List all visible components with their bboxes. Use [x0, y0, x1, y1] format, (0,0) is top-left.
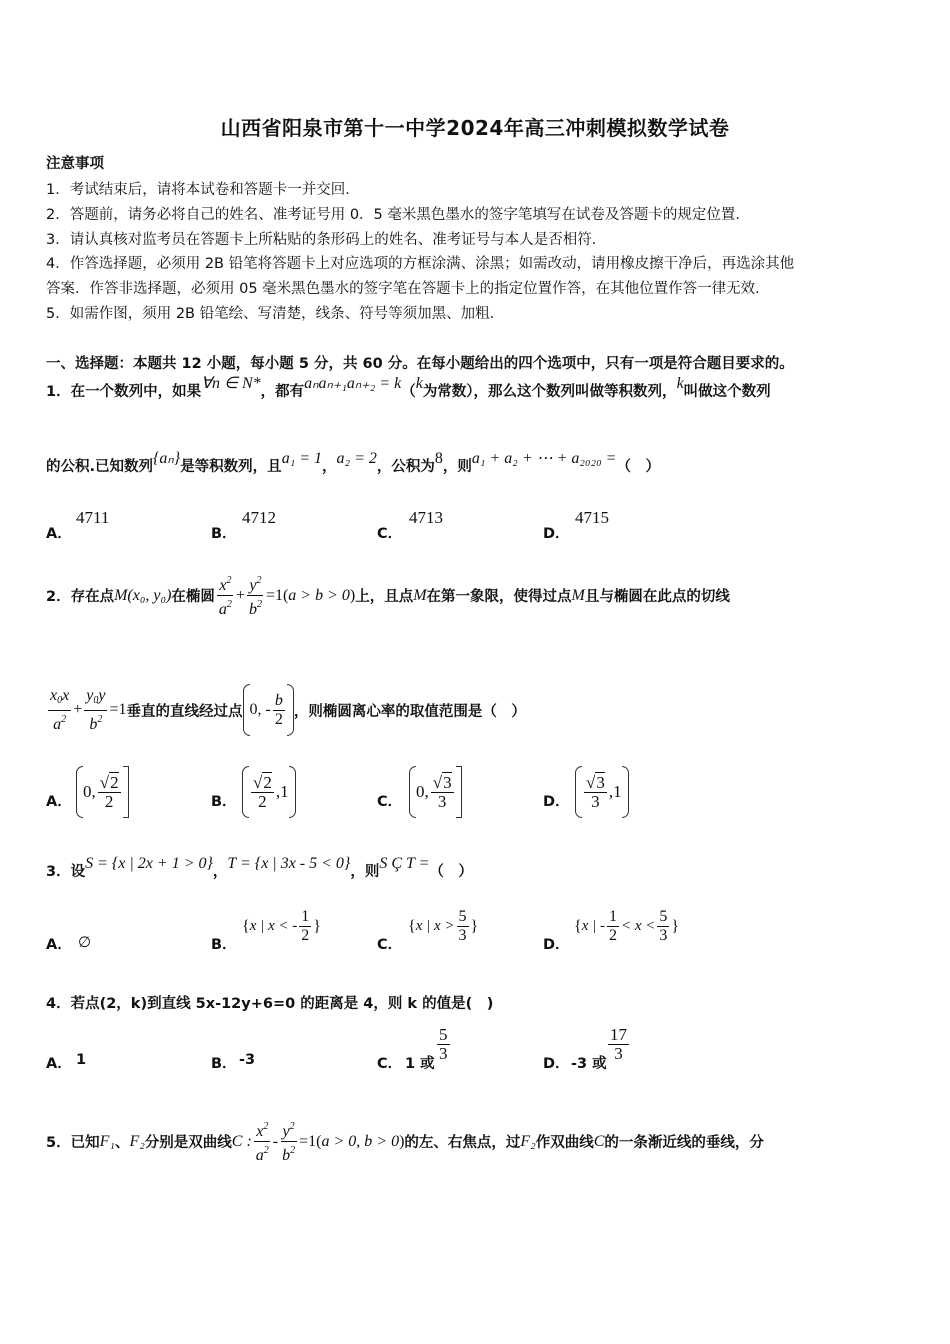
- q2-option-a-value: 0, $\frac{√2}{2}$: [76, 766, 129, 818]
- question-5-line-1: [46, 1118, 764, 1165]
- q3-text-b: ，: [212, 864, 228, 880]
- q3-option-b-value: { x | x < - $\frac{1}{2}$ }: [242, 908, 321, 944]
- question-2-line-2: [46, 684, 526, 736]
- q3-math-intersect: S Ç T =: [379, 855, 430, 872]
- q2-math-m: M: [413, 586, 427, 604]
- q2-text-e: 且与椭圆在此点的切线: [584, 589, 730, 605]
- q2-text-d: 在第一象限，使得过点: [426, 589, 572, 605]
- q2-text-a: 2．存在点: [46, 589, 115, 605]
- q5-text-e: 作双曲线: [535, 1135, 594, 1151]
- q5-math-f2: F₂: [129, 1132, 145, 1150]
- page-title: 山西省阳泉市第十一中学2024年高三冲刺模拟数学试卷: [220, 116, 730, 140]
- q5-math-c: C: [593, 1132, 605, 1150]
- q1-option-b-value: 4712: [242, 508, 276, 527]
- q1-text-d: 为常数），那么这个数列叫做等积数列，: [422, 384, 677, 400]
- q5-math-hyperbola: C : $\frac{x^2}{a^2}$ - $\frac{y^2}{b^2}$ =1( a > 0, b > 0 ): [232, 1118, 405, 1165]
- notice-heading: 注意事项: [46, 156, 104, 172]
- q2-math-ellipse: $\frac{x^2}{a^2}$ + $\frac{y^2}{b^2}$ =1( a > b > 0 ): [215, 572, 355, 619]
- q3-math-s: S = {x | 2x + 1 > 0}: [85, 855, 213, 872]
- q1-math-forall: ∀n ∈ N*: [201, 375, 261, 392]
- question-2-line-1: [46, 572, 730, 619]
- q4-option-d-fraction: $\frac{17}{3}$: [610, 1025, 627, 1063]
- notice-item-2: 2．答题前，请务必将自己的姓名、准考证号用 0．5 毫米黑色墨水的签字笔填写在试卷及答题卡的规定位置．: [46, 207, 750, 223]
- q4-option-d-label: D．: [543, 1056, 570, 1072]
- q1-text-a: 1．在一个数列中，如果: [46, 384, 202, 400]
- q1-option-a-label: A．: [46, 526, 72, 542]
- q1-text-g: 是等积数列，且: [180, 459, 282, 475]
- q1-option-b-label: B．: [211, 526, 237, 542]
- q1-math-a2: a₂ = 2: [336, 450, 377, 467]
- q2-option-b-value: $\frac{√2}{2}$ ,1: [242, 766, 296, 818]
- q4-option-c-value: 1 或: [405, 1056, 435, 1072]
- q2-text-b: 在椭圆: [171, 589, 215, 605]
- q2-text-f: 垂直的直线经过点: [126, 703, 243, 720]
- q1-option-c-value: 4713: [409, 508, 443, 527]
- q5-math-f1: F₁: [99, 1132, 115, 1150]
- notice-item-4: 4．作答选择题，必须用 2B 铅笔将答题卡上对应选项的方框涂满、涂黑；如需改动，请用橡皮擦干净后，再选涂其他: [46, 256, 795, 272]
- q2-option-b-label: B．: [211, 794, 237, 810]
- q4-option-a-value: 1: [76, 1052, 87, 1068]
- section-heading: 一、选择题：本题共 12 小题，每小题 5 分，共 60 分。在每小题给出的四个选项中，只有一项是符合题目要求的。: [46, 356, 794, 372]
- q1-text-f: 的公积.已知数列: [46, 459, 154, 475]
- q1-math-a1: a₁ = 1: [281, 450, 323, 467]
- question-4-stem: 4．若点(2，k)到直线 5x-12y+6=0 的距离是 4，则 k 的值是( ): [46, 996, 494, 1012]
- q5-text-c: 分别是双曲线: [144, 1135, 232, 1151]
- q2-option-d-value: $\frac{√3}{3}$ ,1: [575, 766, 629, 818]
- q1-math-8: 8: [434, 450, 443, 467]
- q2-option-c-value: 0, $\frac{√3}{3}$: [409, 766, 462, 818]
- q1-text-i: ，公积为: [376, 459, 435, 475]
- q1-option-d-label: D．: [543, 526, 570, 542]
- q2-text-g: ，则椭圆离心率的取值范围是（ ）: [293, 703, 526, 720]
- q5-text-b: 、: [114, 1135, 130, 1151]
- q3-option-c-label: C．: [377, 937, 403, 953]
- q3-text-a: 3．设: [46, 864, 86, 880]
- q3-math-t: T = {x | 3x - 5 < 0}: [227, 855, 351, 872]
- q5-text-d: 的左、右焦点，过: [404, 1135, 521, 1151]
- q4-option-a-label: A．: [46, 1056, 72, 1072]
- q3-option-b-label: B．: [211, 937, 237, 953]
- q4-option-d-value: -3 或: [571, 1056, 607, 1072]
- q4-option-b-value: -3: [239, 1052, 256, 1068]
- q1-text-j: ，则: [442, 459, 472, 475]
- q1-text-h: ，: [322, 459, 337, 475]
- q3-option-c-value: { x | x > $\frac{5}{3}$ }: [408, 908, 479, 944]
- q3-option-d-value: { x | - $\frac{1}{2}$ < x < $\frac{5}{3}$ }: [574, 908, 680, 944]
- q5-math-f2b: F₂: [520, 1132, 536, 1150]
- notice-item-1: 1．考试结束后，请将本试卷和答题卡一并交回．: [46, 182, 360, 198]
- q2-math-point2: 0, - $\frac{b}{2}$: [243, 684, 294, 736]
- q1-text-e: 叫做这个数列: [683, 384, 771, 400]
- q2-option-a-label: A．: [46, 794, 72, 810]
- q1-math-k2: k: [676, 375, 684, 392]
- question-1-line-2: [46, 450, 660, 476]
- q5-text-a: 5．已知: [46, 1135, 100, 1151]
- q1-text-k: （ ）: [616, 459, 660, 475]
- q2-math-tangent: $\frac{x_0x}{a^2}$ + $\frac{y_0y}{b^2}$ =1: [50, 686, 127, 733]
- q3-option-a-label: A．: [46, 937, 72, 953]
- q2-text-c: 上，且点: [355, 589, 414, 605]
- notice-item-4-cont: 答案．作答非选择题，必须用 05 毫米黑色墨水的签字笔在答题卡上的指定位置作答，在其他位置作答一律无效．: [46, 281, 770, 297]
- q1-option-a-value: 4711: [76, 508, 110, 527]
- q1-option-c-label: C．: [377, 526, 403, 542]
- q5-text-f: 的一条渐近线的垂线，分: [604, 1135, 764, 1151]
- q2-math-point: M(x₀, y₀): [114, 586, 172, 604]
- q3-option-d-label: D．: [543, 937, 570, 953]
- q4-option-c-fraction: $\frac{5}{3}$: [439, 1025, 448, 1063]
- q3-text-c: ，则: [350, 864, 380, 880]
- notice-item-5: 5．如需作图，须用 2B 铅笔绘、写清楚，线条、符号等须加黑、加粗．: [46, 306, 505, 322]
- q1-option-d-value: 4715: [575, 508, 609, 527]
- q1-math-product: aₙaₙ₊₁aₙ₊₂ = k: [304, 375, 402, 392]
- q4-option-b-label: B．: [211, 1056, 237, 1072]
- q3-option-a-value: ∅: [78, 935, 92, 951]
- notice-item-3: 3．请认真核对监考员在答题卡上所粘贴的条形码上的姓名、准考证号与本人是否相符．: [46, 232, 607, 248]
- q1-math-k: k: [415, 375, 423, 392]
- question-3-line-1: [46, 855, 473, 881]
- q1-math-sum: a₁ + a₂ + ⋯ + a₂₀₂₀ =: [471, 450, 617, 467]
- question-1-line-1: [46, 375, 771, 401]
- q2-math-m2: M: [571, 586, 585, 604]
- q3-text-d: （ ）: [429, 864, 473, 880]
- q4-option-c-label: C．: [377, 1056, 403, 1072]
- q2-option-c-label: C．: [377, 794, 403, 810]
- q1-text-c: （: [401, 384, 416, 400]
- q1-math-seq: {aₙ}: [153, 450, 181, 467]
- q1-text-b: ，都有: [260, 384, 305, 400]
- q2-option-d-label: D．: [543, 794, 570, 810]
